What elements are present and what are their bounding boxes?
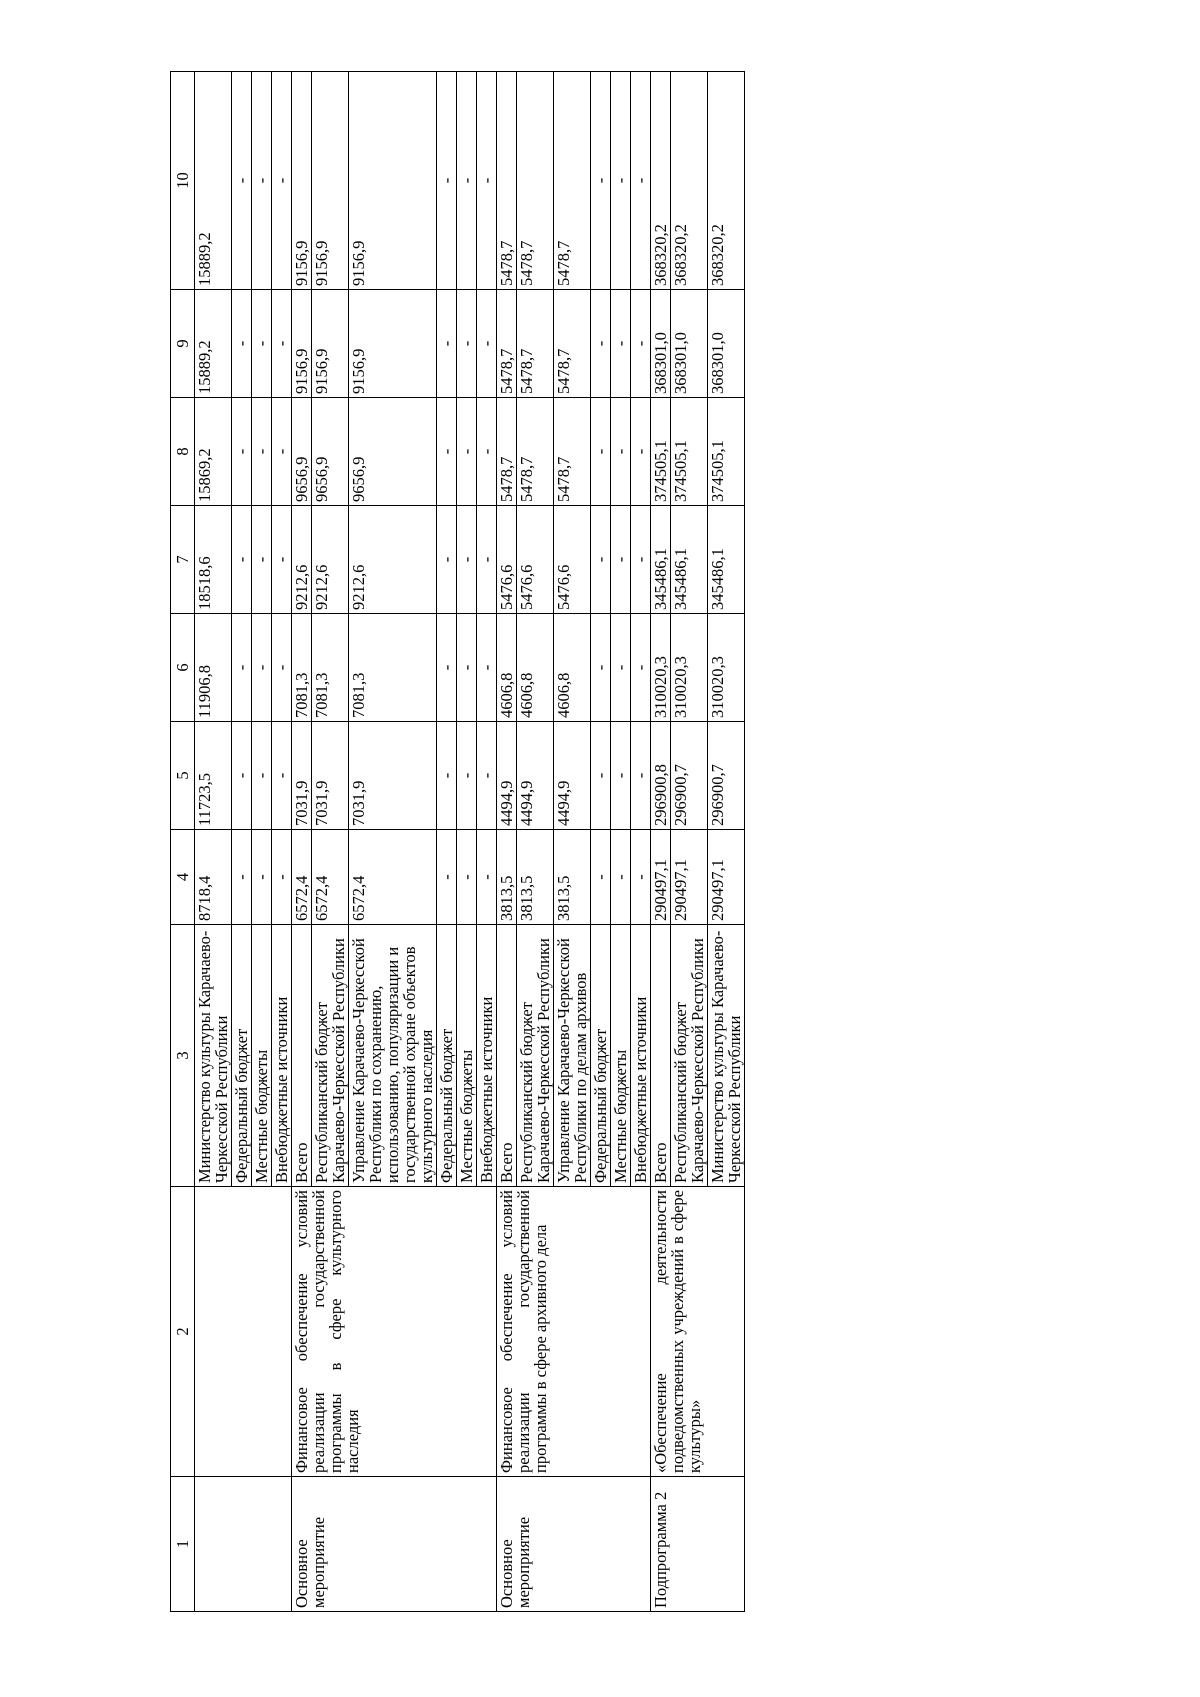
- cell-value-col5: 4494,9: [517, 722, 554, 830]
- cell-value-col8: 374505,1: [708, 398, 745, 506]
- cell-funding-source: Всего: [497, 925, 517, 1187]
- cell-value-col6: -: [591, 614, 611, 722]
- cell-value-col5: 4494,9: [497, 722, 517, 830]
- cell-value-col9: 9156,9: [349, 290, 437, 398]
- cell-funding-source: Федеральный бюджет: [437, 925, 457, 1187]
- cell-value-col7: 5476,6: [517, 506, 554, 614]
- cell-value-col10: -: [232, 72, 252, 290]
- cell-funding-source: Федеральный бюджет: [591, 925, 611, 1187]
- cell-value-col4: 290497,1: [708, 830, 745, 925]
- cell-value-col7: 345486,1: [651, 506, 671, 614]
- cell-value-col6: 310020,3: [671, 614, 708, 722]
- cell-value-col5: 7031,9: [292, 722, 312, 830]
- cell-value-col5: -: [477, 722, 497, 830]
- cell-value-col10: 5478,7: [497, 72, 517, 290]
- table-row: [195, 72, 232, 1612]
- cell-value-col8: -: [477, 398, 497, 506]
- cell-value-col7: -: [591, 506, 611, 614]
- cell-value-col10: -: [591, 72, 611, 290]
- cell-value-col4: 6572,4: [349, 830, 437, 925]
- cell-funding-source: Министерство культуры Карачаево-Черкесской Республики: [195, 925, 232, 1187]
- cell-value-col4: -: [477, 830, 497, 925]
- cell-value-col6: -: [477, 614, 497, 722]
- cell-value-col9: -: [611, 290, 631, 398]
- cell-program-type: Основное мероприятие: [292, 1477, 497, 1612]
- cell-value-col8: 5478,7: [497, 398, 517, 506]
- cell-value-col8: 9656,9: [292, 398, 312, 506]
- cell-value-col5: 296900,8: [651, 722, 671, 830]
- cell-value-col7: -: [232, 506, 252, 614]
- cell-value-col8: 5478,7: [517, 398, 554, 506]
- cell-value-col10: -: [457, 72, 477, 290]
- cell-value-col4: 3813,5: [497, 830, 517, 925]
- cell-value-col4: 3813,5: [517, 830, 554, 925]
- cell-value-col9: 368301,0: [671, 290, 708, 398]
- cell-value-col4: 6572,4: [312, 830, 349, 925]
- cell-value-col4: 290497,1: [671, 830, 708, 925]
- cell-funding-source: Всего: [651, 925, 671, 1187]
- cell-value-col10: -: [252, 72, 272, 290]
- column-header-7: 7: [171, 506, 195, 614]
- cell-value-col9: -: [272, 290, 292, 398]
- table-row: [292, 72, 312, 1612]
- cell-program-type: Основное мероприятие: [497, 1477, 651, 1612]
- cell-value-col6: -: [631, 614, 651, 722]
- cell-value-col5: -: [631, 722, 651, 830]
- cell-value-col4: -: [252, 830, 272, 925]
- cell-program-type: [195, 1477, 292, 1612]
- column-header-10: 10: [171, 72, 195, 290]
- cell-value-col5: -: [232, 722, 252, 830]
- cell-value-col7: -: [457, 506, 477, 614]
- cell-value-col5: -: [591, 722, 611, 830]
- cell-value-col6: -: [611, 614, 631, 722]
- cell-funding-source: Республиканский бюджет Карачаево-Черкесской Республики: [517, 925, 554, 1187]
- table-row: [497, 72, 517, 1612]
- cell-value-col8: -: [457, 398, 477, 506]
- cell-value-col8: -: [611, 398, 631, 506]
- cell-value-col10: 15889,2: [195, 72, 232, 290]
- cell-value-col10: -: [631, 72, 651, 290]
- cell-value-col9: 368301,0: [708, 290, 745, 398]
- cell-value-col9: 5478,7: [554, 290, 591, 398]
- cell-value-col8: 5478,7: [554, 398, 591, 506]
- column-header-5: 5: [171, 722, 195, 830]
- cell-value-col6: 7081,3: [292, 614, 312, 722]
- cell-value-col9: 5478,7: [497, 290, 517, 398]
- cell-value-col4: -: [272, 830, 292, 925]
- cell-value-col5: 7031,9: [312, 722, 349, 830]
- cell-program-name: «Обеспечение деятельности подведомственных учреждений в сфере культуры»: [651, 1187, 745, 1477]
- cell-value-col8: -: [272, 398, 292, 506]
- cell-value-col10: 9156,9: [312, 72, 349, 290]
- cell-value-col10: -: [611, 72, 631, 290]
- cell-value-col6: 7081,3: [349, 614, 437, 722]
- cell-value-col6: -: [457, 614, 477, 722]
- cell-value-col8: 374505,1: [671, 398, 708, 506]
- cell-value-col9: -: [457, 290, 477, 398]
- cell-value-col7: -: [272, 506, 292, 614]
- rotated-table-wrapper: [170, 72, 1102, 1612]
- cell-value-col9: -: [591, 290, 611, 398]
- cell-value-col7: 9212,6: [312, 506, 349, 614]
- cell-value-col6: 4606,8: [517, 614, 554, 722]
- cell-funding-source: Местные бюджеты: [457, 925, 477, 1187]
- cell-value-col10: -: [477, 72, 497, 290]
- cell-funding-source: Управление Карачаево-Черкесской Республики по сохранению, использованию, популяризации и государственной охране объектов культурного наследия: [349, 925, 437, 1187]
- cell-funding-source: Министерство культуры Карачаево-Черкесской Республики: [708, 925, 745, 1187]
- cell-value-col9: -: [631, 290, 651, 398]
- cell-funding-source: Федеральный бюджет: [232, 925, 252, 1187]
- cell-value-col5: -: [611, 722, 631, 830]
- column-header-3: 3: [171, 925, 195, 1187]
- cell-value-col6: -: [272, 614, 292, 722]
- cell-funding-source: Внебюджетные источники: [477, 925, 497, 1187]
- cell-value-col4: 8718,4: [195, 830, 232, 925]
- cell-value-col9: 15889,2: [195, 290, 232, 398]
- column-header-2: 2: [171, 1187, 195, 1477]
- cell-funding-source: Внебюджетные источники: [631, 925, 651, 1187]
- cell-value-col8: 9656,9: [349, 398, 437, 506]
- cell-value-col8: -: [591, 398, 611, 506]
- cell-value-col9: -: [477, 290, 497, 398]
- cell-value-col4: 290497,1: [651, 830, 671, 925]
- cell-value-col8: -: [232, 398, 252, 506]
- cell-value-col6: 11906,8: [195, 614, 232, 722]
- cell-value-col9: 9156,9: [312, 290, 349, 398]
- cell-value-col4: 6572,4: [292, 830, 312, 925]
- table-row: [651, 72, 671, 1612]
- cell-value-col10: -: [272, 72, 292, 290]
- cell-value-col10: 368320,2: [708, 72, 745, 290]
- cell-funding-source: Управление Карачаево-Черкесской Республики по делам архивов: [554, 925, 591, 1187]
- cell-value-col6: 4606,8: [554, 614, 591, 722]
- cell-value-col10: 5478,7: [517, 72, 554, 290]
- cell-value-col7: 5476,6: [554, 506, 591, 614]
- column-header-1: 1: [171, 1477, 195, 1612]
- cell-value-col9: 9156,9: [292, 290, 312, 398]
- cell-value-col9: -: [437, 290, 457, 398]
- cell-value-col7: 18518,6: [195, 506, 232, 614]
- cell-value-col5: 4494,9: [554, 722, 591, 830]
- cell-value-col7: -: [477, 506, 497, 614]
- cell-value-col10: 368320,2: [651, 72, 671, 290]
- cell-value-col6: -: [437, 614, 457, 722]
- column-header-8: 8: [171, 398, 195, 506]
- cell-value-col5: -: [252, 722, 272, 830]
- cell-value-col10: 5478,7: [554, 72, 591, 290]
- header-row: [171, 72, 195, 1612]
- cell-value-col9: 368301,0: [651, 290, 671, 398]
- cell-value-col4: -: [437, 830, 457, 925]
- column-header-6: 6: [171, 614, 195, 722]
- cell-value-col8: -: [631, 398, 651, 506]
- cell-value-col10: 9156,9: [292, 72, 312, 290]
- cell-funding-source: Местные бюджеты: [611, 925, 631, 1187]
- cell-value-col6: 310020,3: [708, 614, 745, 722]
- cell-program-type: Подпрограмма 2: [651, 1477, 745, 1612]
- cell-program-name: Финансовое обеспечение условий реализации государственной программы в сфере культурного наследия: [292, 1187, 497, 1477]
- cell-value-col9: -: [232, 290, 252, 398]
- cell-value-col8: 15869,2: [195, 398, 232, 506]
- cell-value-col7: -: [437, 506, 457, 614]
- budget-table: [170, 71, 745, 1612]
- cell-value-col6: 310020,3: [651, 614, 671, 722]
- cell-value-col6: -: [252, 614, 272, 722]
- cell-funding-source: Всего: [292, 925, 312, 1187]
- column-header-9: 9: [171, 290, 195, 398]
- table-body: [195, 72, 745, 1612]
- cell-value-col10: 9156,9: [349, 72, 437, 290]
- cell-program-name: Финансовое обеспечение условий реализации государственной программы в сфере архивного дела: [497, 1187, 651, 1477]
- cell-funding-source: Республиканский бюджет Карачаево-Черкесской Республики: [671, 925, 708, 1187]
- cell-value-col5: 296900,7: [671, 722, 708, 830]
- cell-value-col8: -: [252, 398, 272, 506]
- cell-value-col10: -: [437, 72, 457, 290]
- cell-value-col7: -: [252, 506, 272, 614]
- cell-value-col8: 9656,9: [312, 398, 349, 506]
- cell-value-col4: -: [232, 830, 252, 925]
- cell-value-col7: 9212,6: [349, 506, 437, 614]
- cell-value-col8: -: [437, 398, 457, 506]
- cell-value-col9: 5478,7: [517, 290, 554, 398]
- cell-value-col7: -: [631, 506, 651, 614]
- cell-program-name: [195, 1187, 292, 1477]
- cell-value-col5: -: [437, 722, 457, 830]
- cell-value-col6: -: [232, 614, 252, 722]
- cell-value-col7: 5476,6: [497, 506, 517, 614]
- cell-value-col4: -: [611, 830, 631, 925]
- cell-value-col5: 7031,9: [349, 722, 437, 830]
- cell-value-col6: 7081,3: [312, 614, 349, 722]
- column-header-4: 4: [171, 830, 195, 925]
- cell-value-col4: 3813,5: [554, 830, 591, 925]
- cell-funding-source: Внебюджетные источники: [272, 925, 292, 1187]
- cell-value-col5: -: [457, 722, 477, 830]
- cell-value-col5: 296900,7: [708, 722, 745, 830]
- cell-value-col4: -: [631, 830, 651, 925]
- cell-value-col6: 4606,8: [497, 614, 517, 722]
- cell-value-col10: 368320,2: [671, 72, 708, 290]
- cell-value-col8: 374505,1: [651, 398, 671, 506]
- cell-value-col7: 345486,1: [708, 506, 745, 614]
- cell-value-col9: -: [252, 290, 272, 398]
- cell-value-col5: -: [272, 722, 292, 830]
- cell-value-col4: -: [457, 830, 477, 925]
- cell-value-col7: -: [611, 506, 631, 614]
- cell-value-col5: 11723,5: [195, 722, 232, 830]
- cell-funding-source: Местные бюджеты: [252, 925, 272, 1187]
- cell-value-col4: -: [591, 830, 611, 925]
- cell-value-col7: 9212,6: [292, 506, 312, 614]
- cell-value-col7: 345486,1: [671, 506, 708, 614]
- cell-funding-source: Республиканский бюджет Карачаево-Черкесской Республики: [312, 925, 349, 1187]
